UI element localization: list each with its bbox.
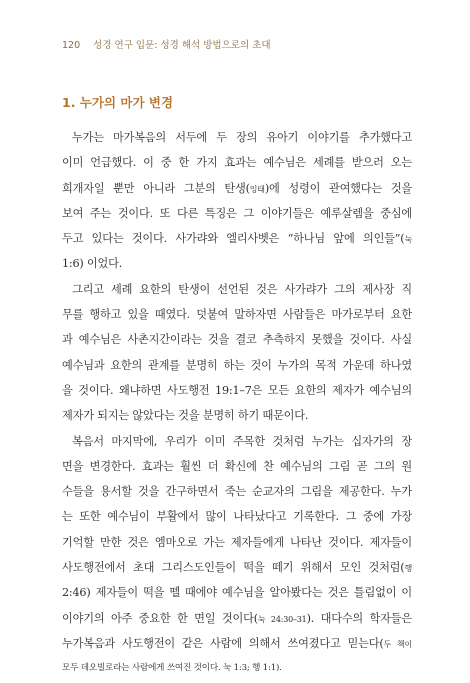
text-line: 과 예수님은 사촌지간이라는 것을 결코 추측하지 못했을 것이다. 사실 [62, 333, 412, 347]
text-run: 이야기의 아주 중요한 한 면일 것이다( [62, 611, 258, 625]
text-line: 는 또한 예수님이 부활에서 많이 나타났다고 기록한다. 그 중에 가장 [62, 510, 412, 524]
text-line: 복음서 마지막에, 우리가 이미 주목한 것처럼 누가는 십자가의 장 [72, 434, 412, 448]
page-number: 120 [62, 40, 81, 51]
text-run: 두고 있다는 것이다. 사가랴와 엘리사벳은 “하나님 앞에 의인들”( [62, 232, 405, 246]
text-line [62, 606, 412, 631]
text-line: 2:46) 제자들이 떡을 뗄 때에야 예수님을 알아봤다는 것은 틀림없이 이 [62, 586, 412, 600]
text-line: 기억할 만한 것은 엠마오로 가는 제자들에게 나타난 것이다. 제자들이 [62, 535, 412, 549]
text-run: 사도행전에서 초대 그리스도인들이 떡을 떼기 위해서 모인 것처럼( [62, 561, 405, 575]
text-line [62, 631, 412, 656]
text-line: 수들을 용서할 것을 간구하면서 죽는 순교자의 그림을 제공한다. 누가 [62, 485, 412, 499]
text-line: 제자가 되지는 않았다는 것을 분명히 하기 때문이다. [62, 409, 309, 423]
text-line: 1:6) 이었다. [62, 257, 123, 271]
text-line: 무를 행하고 있을 때였다. 덧붙여 말하자면 사람들은 마가로부터 요한 [62, 308, 412, 322]
running-title: 성경 연구 입문: 성경 해석 방법으로의 초대 [93, 40, 271, 51]
text-line [62, 555, 412, 580]
inline-note: 눅 24:30–31 [257, 614, 307, 624]
text-line: 을 것이다. 왜냐하면 사도행전 19:1–7은 모든 요한의 제자가 예수님의 [62, 383, 412, 397]
text-line [62, 226, 412, 251]
text-line: 누가는 마가복음의 서두에 두 장의 유아기 이야기를 추가했다고 [72, 131, 412, 144]
inline-note: 행 [404, 564, 412, 574]
inline-note: 눅 [404, 235, 412, 245]
text-run: 누가복음과 사도행전이 같은 사람에 의해서 쓰여졌다고 믿는다( [62, 636, 384, 650]
text-line [62, 176, 412, 201]
inline-note: 두 책이 [383, 639, 412, 649]
text-line: 예수님과 요한의 관계를 분명히 하는 것이 누가의 목적 가운데 하나였 [62, 358, 412, 372]
inline-note: 잉태 [249, 184, 265, 194]
text-line: 보여 주는 것이다. 또 다른 특징은 그 이야기들은 예루살렘을 중심에 [62, 206, 412, 220]
text-run: ). 대다수의 학자들은 [306, 611, 412, 625]
text-line: 모두 데오빌로라는 사람에게 쓰여진 것이다. 눅 1:3; 행 1:1). [62, 663, 282, 674]
running-header [62, 37, 271, 51]
text-run: )에 성령이 관여했다는 것을 [264, 181, 412, 195]
section-heading: 1. 누가의 마가 변경 [62, 95, 174, 110]
body-text [62, 125, 412, 682]
text-line: 이미 언급했다. 이 중 한 가지 효과는 예수님은 세례를 받으러 오는 [62, 156, 412, 170]
text-line: 면을 변경한다. 효과는 훨씬 더 확신에 찬 예수님의 그림 곧 그의 원 [62, 459, 412, 473]
text-line: 그리고 세례 요한의 탄생이 선언된 것은 사가랴가 그의 제사장 직 [72, 282, 412, 296]
text-run: 희개자일 뿐만 아니라 그분의 탄생( [62, 181, 250, 195]
